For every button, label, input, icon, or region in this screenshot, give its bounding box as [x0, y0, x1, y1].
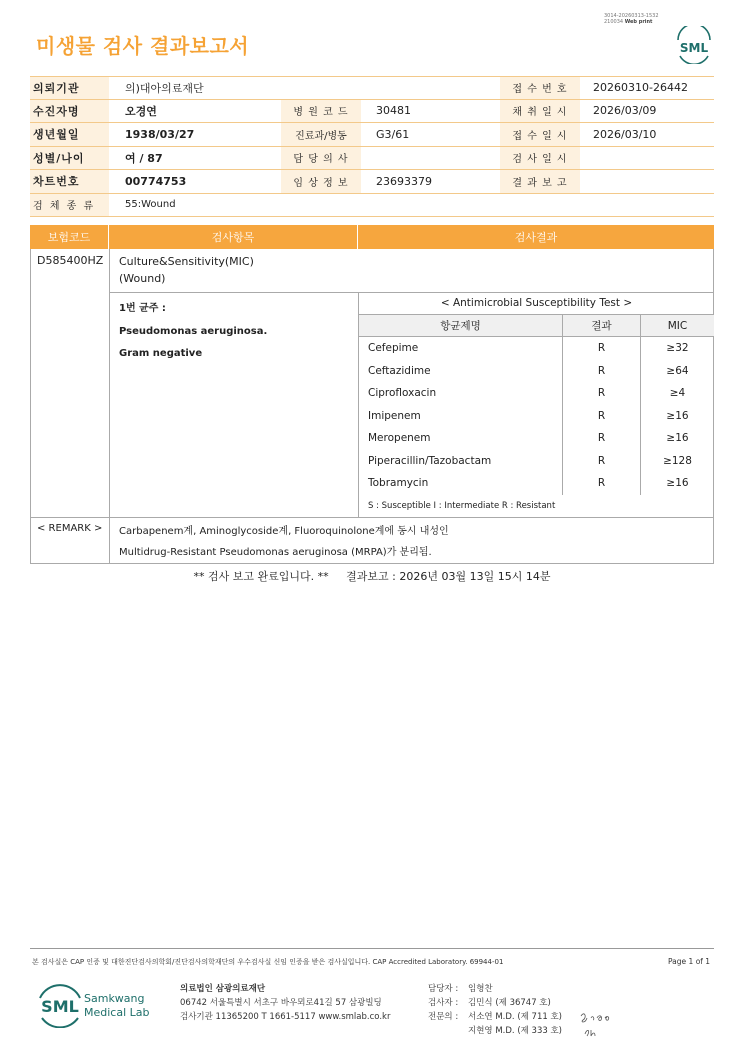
- remark-label: < REMARK >: [37, 523, 103, 534]
- collect-date-value: 2026/03/09: [593, 104, 657, 118]
- drug-mic: ≥128: [663, 454, 692, 467]
- print-code: [604, 13, 659, 25]
- ast-title: < Antimicrobial Susceptibility Test >: [359, 292, 714, 315]
- drug-name: Imipenem: [359, 405, 563, 428]
- print-code-line2: 210034: [604, 19, 624, 25]
- ast-col-mic: MIC: [667, 319, 688, 332]
- clinical-label: 임 상 정 보: [281, 170, 361, 193]
- drug-name: Meropenem: [359, 427, 563, 450]
- requester-value: 의)대아의료재단: [125, 81, 204, 95]
- drug-result: R: [563, 405, 641, 428]
- accreditation-text: 본 검사실은 CAP 인증 및 대한진단검사의학회/진단검사의학재단의 우수검사실 신임 인증을 받은 검사실입니다. CAP Accredited Laboratory. 69944-01: [32, 958, 504, 966]
- chart-no-value: 00774753: [125, 174, 187, 188]
- divider: [31, 517, 714, 518]
- remark-text: [119, 521, 449, 563]
- specialist-label: 전문의 :: [428, 1012, 459, 1022]
- info-row: [30, 76, 714, 100]
- drug-name: Tobramycin: [359, 472, 563, 495]
- manager-value: 임형찬: [468, 984, 493, 994]
- birth-value: 1938/03/27: [125, 127, 195, 141]
- org-address: 06742 서울특별시 서초구 바우뫼로41길 57 삼광빌딩: [180, 998, 382, 1008]
- receipt-no-label: 접 수 번 호: [500, 77, 580, 99]
- name-value: 오경연: [125, 104, 157, 118]
- footer-divider: [30, 948, 714, 949]
- drug-result: R: [563, 382, 641, 405]
- org-name: 의료법인 삼광의료재단: [180, 984, 266, 994]
- drug-result: R: [563, 360, 641, 383]
- info-row: [30, 194, 714, 218]
- drug-result: R: [563, 427, 641, 450]
- org-info: [180, 982, 390, 1024]
- dept-label: 진료과/병동: [281, 123, 361, 146]
- signature-icon: [577, 1008, 613, 1040]
- dept-value: G3/61: [376, 127, 410, 141]
- patient-info-table: [30, 76, 714, 217]
- print-code-line1: 3014-20260313-1532: [604, 13, 659, 19]
- drug-result: R: [563, 450, 641, 473]
- drug-mic: ≥16: [666, 477, 689, 490]
- insurance-code: D585400HZ: [37, 254, 104, 267]
- report-complete-text: ** 검사 보고 완료입니다. ** 결과보고 : 2026년 03월 13일 15시 14분: [193, 570, 551, 583]
- sex-age-label: 성별/나이: [30, 147, 109, 170]
- drug-mic: ≥32: [666, 342, 689, 355]
- page-title: 미생물 검사 결과보고서: [36, 34, 250, 58]
- drug-mic: ≥16: [666, 432, 689, 445]
- name-label: 수진자명: [30, 100, 109, 123]
- foot-logo-line2: Medical Lab: [84, 1006, 150, 1019]
- results-header: [30, 225, 714, 249]
- remark-line2: Multidrug-Resistant Pseudomonas aeruginosa (MRPA)가 분리됨.: [119, 547, 432, 558]
- manager-label: 담당자 :: [428, 984, 459, 994]
- ast-col-result: 결과: [563, 315, 641, 336]
- drug-result: R: [563, 472, 641, 495]
- doctor-label: 담 당 의 사: [281, 147, 361, 170]
- staff-info: [428, 982, 562, 1038]
- specialist1-value: 서소연 M.D. (제 711 호): [468, 1012, 563, 1022]
- table-row: [359, 427, 714, 450]
- gram-stain: Gram negative: [119, 348, 203, 359]
- ast-header-row: [359, 315, 714, 337]
- receipt-no-value: 20260310-26442: [593, 81, 688, 95]
- foot-logo-sml: SML: [41, 997, 79, 1016]
- hospital-code-label: 병 원 코 드: [281, 100, 361, 123]
- test-date-value: [580, 147, 714, 170]
- table-row: [359, 360, 714, 383]
- tester-value: 김민식 (제 36747 호): [468, 998, 551, 1008]
- requester-label: 의뢰기관: [30, 77, 109, 99]
- foot-logo-line1: Samkwang: [84, 992, 145, 1005]
- table-row: [359, 450, 714, 473]
- drug-mic: ≥64: [666, 364, 689, 377]
- specimen-label: 검 체 종 류: [30, 194, 109, 217]
- table-row: [359, 382, 714, 405]
- test-date-label: 검 사 일 시: [500, 147, 580, 170]
- receipt-date-value: 2026/03/10: [593, 127, 657, 141]
- test-name: [119, 253, 254, 287]
- info-row: [30, 147, 714, 171]
- table-row: [359, 472, 714, 495]
- report-value: [580, 170, 714, 193]
- org-contact: 검사기관 11365200 T 1661-5117 www.smlab.co.kr: [180, 1012, 391, 1022]
- ast-legend: S : Susceptible I : Intermediate R : Resistant: [368, 500, 556, 511]
- ast-table: [359, 292, 714, 517]
- specimen-value: 55:Wound: [125, 199, 176, 211]
- sex-age-value: 여 / 87: [125, 151, 163, 165]
- col-code-header: 보험코드: [30, 225, 109, 249]
- page-number: Page 1 of 1: [668, 957, 711, 966]
- remark-line1: Carbapenem계, Aminoglycoside계, Fluoroquinolone계에 동시 내성인: [119, 526, 449, 537]
- collect-date-label: 채 취 일 시: [500, 100, 580, 123]
- drug-mic: ≥16: [666, 409, 689, 422]
- birth-label: 생년월일: [30, 123, 109, 146]
- drug-name: Cefepime: [359, 337, 563, 360]
- table-row: [359, 405, 714, 428]
- results-table: [30, 249, 714, 564]
- drug-name: Piperacillin/Tazobactam: [359, 450, 563, 473]
- info-row: [30, 123, 714, 147]
- organism-block: [119, 298, 267, 366]
- tester-label: 검사자 :: [428, 998, 459, 1008]
- info-row: [30, 170, 714, 194]
- col-result-header: 검사결과: [514, 231, 558, 244]
- chart-no-label: 차트번호: [30, 170, 109, 193]
- receipt-date-label: 접 수 일 시: [500, 123, 580, 146]
- doctor-value: [361, 147, 500, 170]
- ast-col-drug: 항균제명: [359, 315, 563, 336]
- hospital-code-value: 30481: [376, 104, 411, 118]
- organism-label: 1번 균주 :: [119, 303, 166, 314]
- specialist2-value: 지현영 M.D. (제 333 호): [468, 1026, 563, 1036]
- organism-name: Pseudomonas aeruginosa.: [119, 325, 268, 337]
- top-logo-text: SML: [679, 41, 709, 55]
- info-row: [30, 100, 714, 124]
- web-print-label: Web print: [624, 19, 653, 25]
- drug-mic: ≥4: [669, 387, 686, 400]
- clinical-value: 23693379: [376, 174, 432, 188]
- col-item-header: 검사항목: [109, 225, 358, 249]
- drug-name: Ciprofloxacin: [359, 382, 563, 405]
- test-name-line1: Culture&Sensitivity(MIC): [119, 255, 254, 268]
- drug-name: Ceftazidime: [359, 360, 563, 383]
- sml-logo-icon: [674, 26, 714, 64]
- report-label: 결 과 보 고: [500, 170, 580, 193]
- drug-result: R: [563, 337, 641, 360]
- samkwang-logo-icon: [36, 980, 156, 1028]
- test-name-line2: (Wound): [119, 272, 166, 285]
- table-row: [359, 337, 714, 360]
